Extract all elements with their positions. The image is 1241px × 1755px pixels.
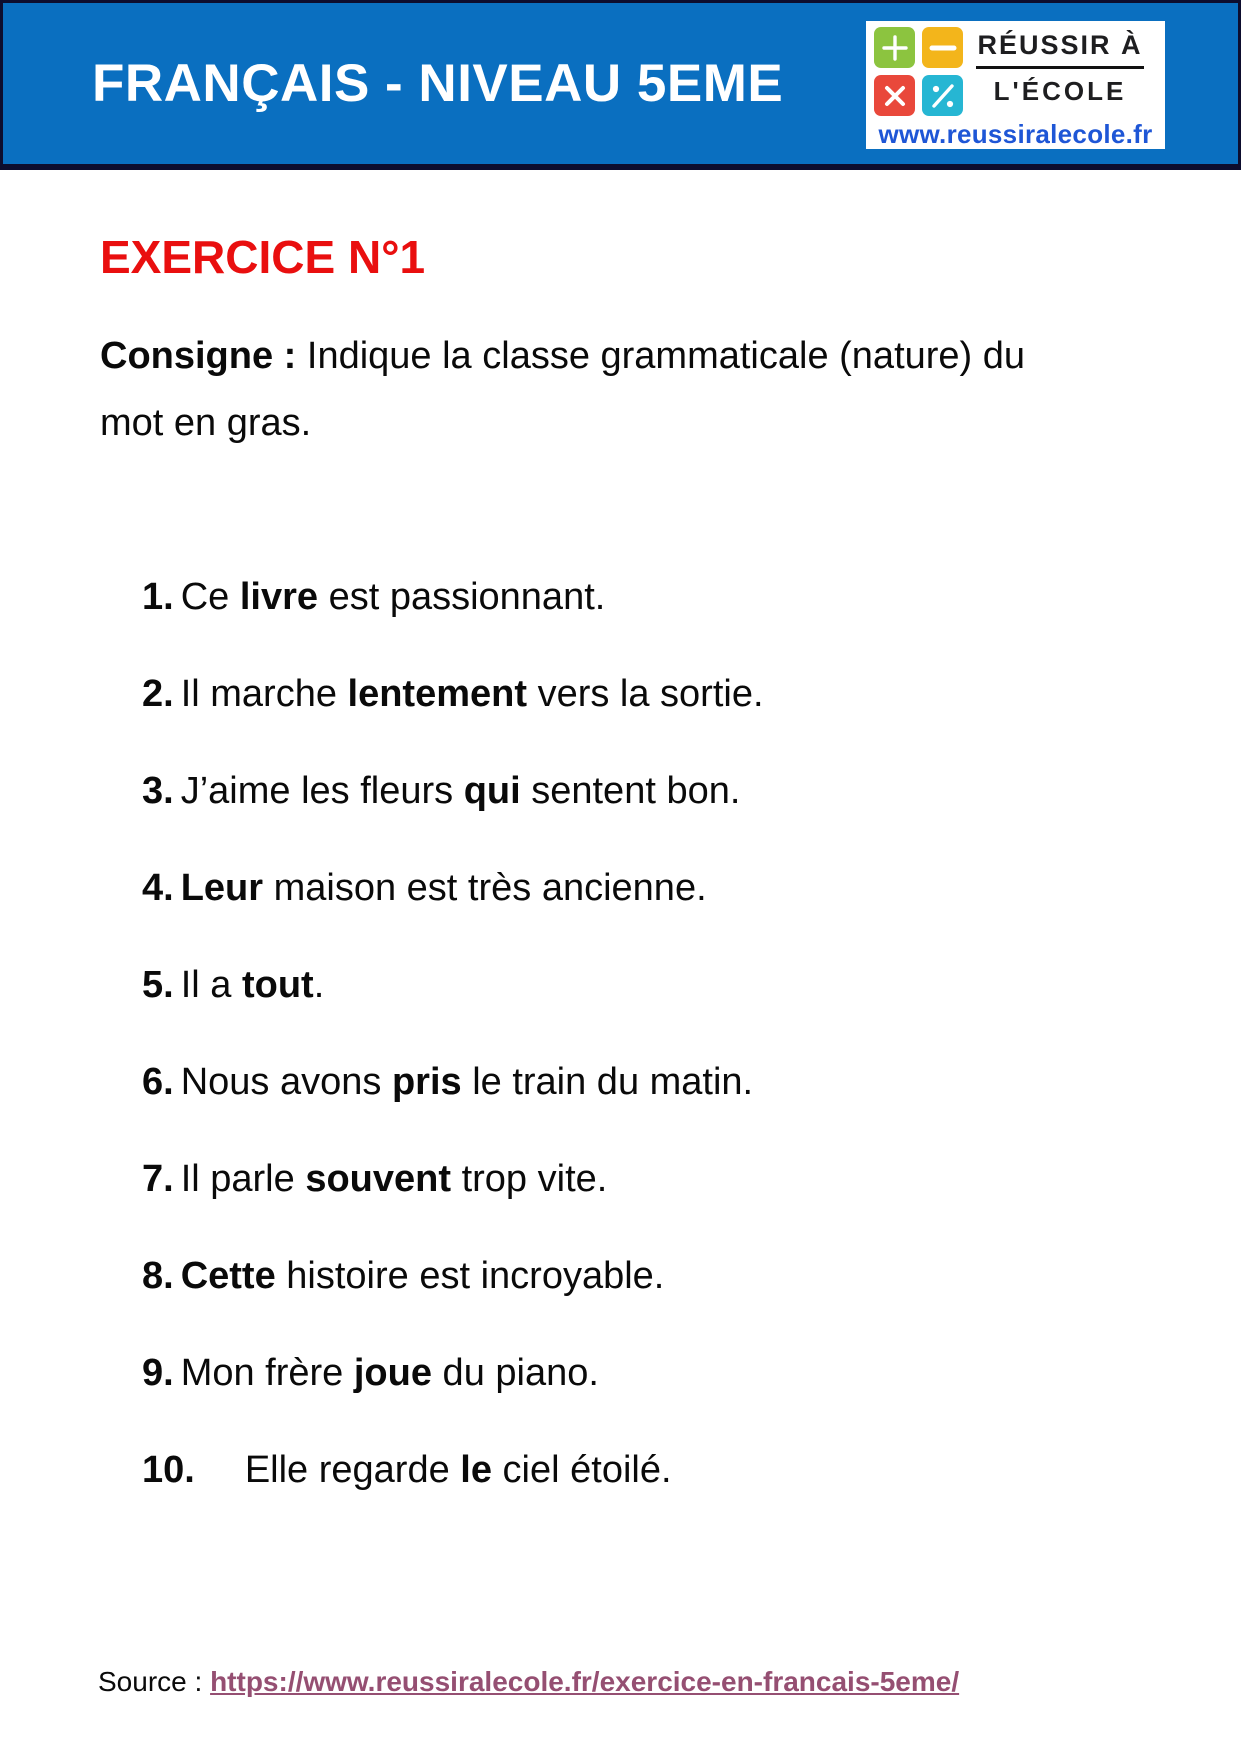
page-title: FRANÇAIS - NIVEAU 5EME <box>92 54 784 113</box>
item-text-pre: Il parle <box>180 1157 306 1200</box>
consigne-label: Consigne : <box>100 334 297 377</box>
item-number: 1. <box>142 575 174 618</box>
item-text-post: . <box>313 963 325 1006</box>
logo-operator-squares <box>874 27 963 116</box>
item-bold-word: Leur <box>180 866 264 909</box>
source-label: Source : <box>98 1666 211 1697</box>
item-text-post: vers la sortie. <box>527 672 764 715</box>
logo-main <box>874 25 1157 116</box>
consigne-text: Indique la classe grammaticale (nature) du mot en gras. <box>100 334 1026 444</box>
item-bold-word: pris <box>391 1060 462 1103</box>
source-link[interactable]: https://www.reussiralecole.fr/exercice-en-francais-5eme/ <box>210 1666 960 1697</box>
item-bold-word: livre <box>239 575 319 618</box>
item-number: 2. <box>142 672 174 715</box>
item-text-pre: Il a <box>180 963 242 1006</box>
minus-icon <box>922 27 963 68</box>
item-text-post: sentent bon. <box>520 769 741 812</box>
item-bold-word: qui <box>463 769 521 812</box>
item-number: 10. <box>142 1448 195 1491</box>
item-bold-word: Cette <box>180 1254 276 1297</box>
item-text-pre: Mon frère <box>180 1351 354 1394</box>
list-item <box>142 575 1241 619</box>
item-bold-word: tout <box>241 963 314 1006</box>
item-text-post: trop vite. <box>451 1157 608 1200</box>
item-bold-word: souvent <box>305 1157 452 1200</box>
worksheet-content <box>0 232 1241 1492</box>
item-text-post: le train du matin. <box>461 1060 754 1103</box>
header-banner <box>0 0 1241 170</box>
item-bold-word: joue <box>353 1351 432 1394</box>
list-item <box>142 963 1241 1007</box>
logo-divider <box>976 66 1144 69</box>
item-number: 5. <box>142 963 174 1006</box>
list-item <box>142 1254 1241 1298</box>
exercise-title: EXERCICE N°1 <box>100 231 426 283</box>
item-number: 3. <box>142 769 174 812</box>
item-text-post: ciel étoilé. <box>492 1448 672 1491</box>
item-text-post: histoire est incroyable. <box>275 1254 665 1297</box>
multiply-icon <box>874 75 915 116</box>
item-text-post: du piano. <box>432 1351 599 1394</box>
list-item <box>142 1448 1241 1492</box>
consigne <box>100 323 1090 457</box>
logo <box>866 21 1165 149</box>
item-number: 7. <box>142 1157 174 1200</box>
logo-brand-line1: RÉUSSIR À <box>977 30 1143 60</box>
logo-brand-line2: L'ÉCOLE <box>993 76 1127 106</box>
logo-text <box>963 25 1157 116</box>
item-text-post: maison est très ancienne. <box>263 866 707 909</box>
item-text-pre: J’aime les fleurs <box>180 769 464 812</box>
list-item <box>142 769 1241 813</box>
item-bold-word: le <box>460 1448 492 1491</box>
item-number: 4. <box>142 866 174 909</box>
item-number: 9. <box>142 1351 174 1394</box>
item-bold-word: lentement <box>347 672 528 715</box>
item-text-pre: Ce <box>180 575 240 618</box>
item-number: 8. <box>142 1254 174 1297</box>
list-item <box>142 866 1241 910</box>
item-text-pre: Nous avons <box>180 1060 392 1103</box>
item-text-pre: Il marche <box>180 672 348 715</box>
list-item <box>142 672 1241 716</box>
list-item <box>142 1157 1241 1201</box>
source-line <box>98 1666 959 1698</box>
item-text-post: est passionnant. <box>318 575 606 618</box>
exercise-list <box>100 575 1241 1492</box>
list-item <box>142 1060 1241 1104</box>
logo-url: www.reussiralecole.fr <box>878 119 1153 149</box>
divide-icon <box>922 75 963 116</box>
list-item <box>142 1351 1241 1395</box>
item-text-pre: Elle regarde <box>244 1448 461 1491</box>
plus-icon <box>874 27 915 68</box>
item-number: 6. <box>142 1060 174 1103</box>
